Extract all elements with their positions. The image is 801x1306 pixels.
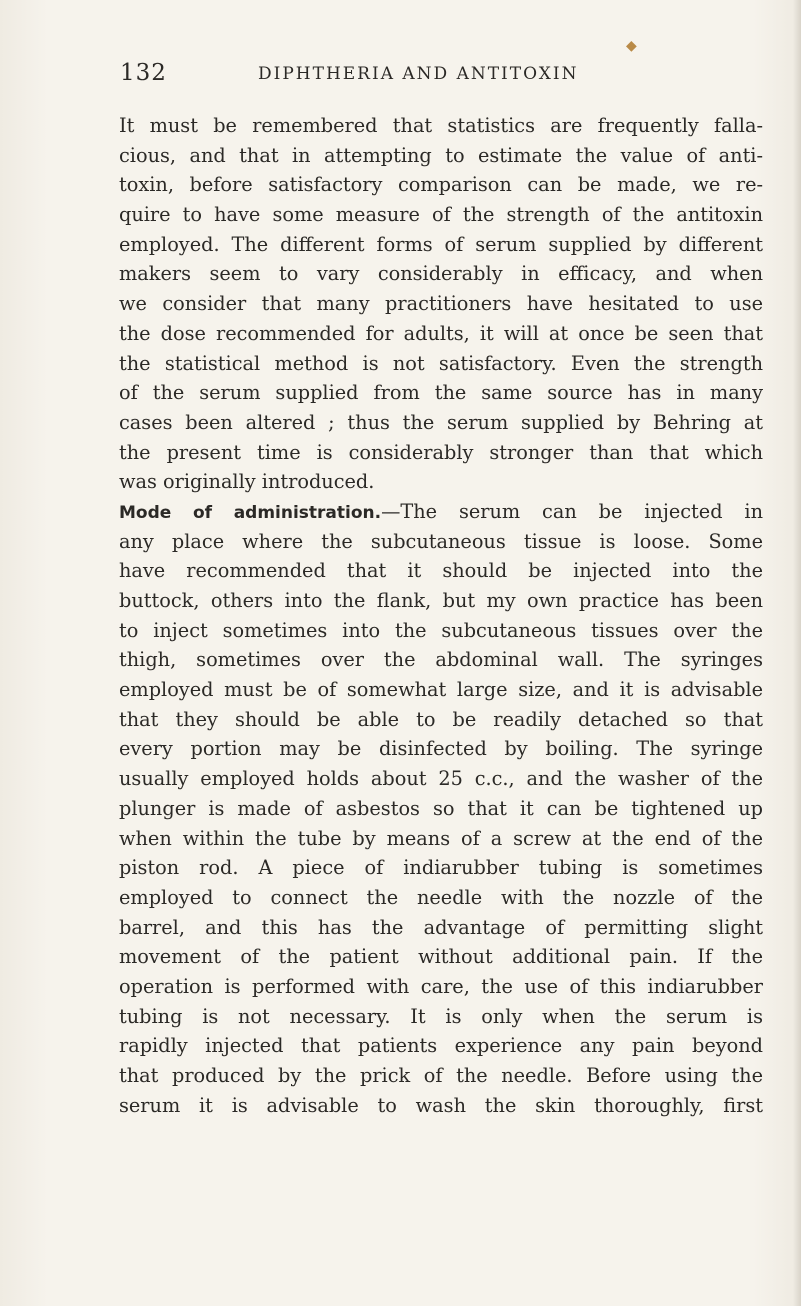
text-line: usually employed holds about 25 c.c., and the washer of the — [119, 767, 763, 791]
text-line: movement of the patient without additional pain. If the — [119, 945, 763, 969]
text-line: tubing is not necessary. It is only when the serum is — [119, 1004, 763, 1028]
text-line: of the serum supplied from the same source has in many — [119, 381, 763, 405]
text-line: we consider that many practitioners have hesitated to use — [119, 292, 763, 316]
text-line: employed must be of somewhat large size, and it is advisable — [119, 678, 763, 702]
text-line: toxin, before satisfactory comparison can be made, we re- — [119, 173, 763, 197]
text-line: thigh, sometimes over the abdominal wall. The syringes — [119, 648, 763, 672]
text-line: that they should be able to be readily detached so that — [119, 707, 763, 731]
paragraph-statistics — [119, 111, 763, 497]
text-line: was originally introduced. — [119, 470, 375, 494]
text-line: every portion may be disinfected by boiling. The syringe — [119, 737, 763, 761]
text-line: employed. The different forms of serum supplied by different — [119, 232, 763, 256]
text-line: the present time is considerably stronger than that which — [119, 440, 763, 464]
text-line: quire to have some measure of the strength of the antitoxin — [119, 203, 763, 227]
section-first-line — [119, 497, 763, 527]
text-line: barrel, and this has the advantage of permitting slight — [119, 915, 763, 939]
section-heading: Mode of administration. — [119, 502, 382, 523]
body-text — [119, 111, 763, 1120]
text-line: employed to connect the needle with the nozzle of the — [119, 885, 763, 909]
text-line: makers seem to vary considerably in efficacy, and when — [119, 262, 763, 286]
text-line: piston rod. A piece of indiarubber tubing is sometimes — [119, 856, 763, 880]
paragraph-mode-of-administration — [119, 497, 763, 1120]
text-line: buttock, others into the flank, but my own practice has been — [119, 589, 763, 612]
text-line: to inject sometimes into the subcutaneous tissues over the — [119, 618, 763, 642]
text-line: the statistical method is not satisfactory. Even the strength — [119, 351, 763, 375]
text-line: serum it is advisable to wash the skin thoroughly, first — [119, 1093, 763, 1117]
text-line: plunger is made of asbestos so that it can be tightened up — [119, 796, 763, 820]
section-first-line-text: —The serum can be injected in — [381, 499, 763, 523]
text-line: the dose recommended for adults, it will at once be seen that — [119, 321, 763, 345]
text-line: that produced by the prick of the needle. Before using the — [119, 1064, 763, 1087]
text-line: any place where the subcutaneous tissue is loose. Some — [119, 529, 763, 553]
text-line: operation is performed with care, the use of this indiarubber — [119, 974, 763, 998]
text-line: have recommended that it should be injected into the — [119, 559, 763, 583]
running-header — [120, 60, 758, 90]
text-line: when within the tube by means of a screw at the end of the — [119, 826, 763, 850]
text-line: cases been altered ; thus the serum supplied by Behring at — [119, 410, 763, 434]
text-line: cious, and that in attempting to estimate the value of anti- — [119, 143, 763, 167]
ink-speck: ◆ — [626, 38, 637, 54]
page-number: 132 — [120, 60, 167, 86]
text-line: rapidly injected that patients experience any pain beyond — [119, 1034, 763, 1058]
text-line: It must be remembered that statistics are frequently falla- — [119, 114, 763, 137]
page-edge-shadow — [793, 0, 801, 1306]
running-title: DIPHTHERIA AND ANTITOXIN — [258, 64, 579, 84]
